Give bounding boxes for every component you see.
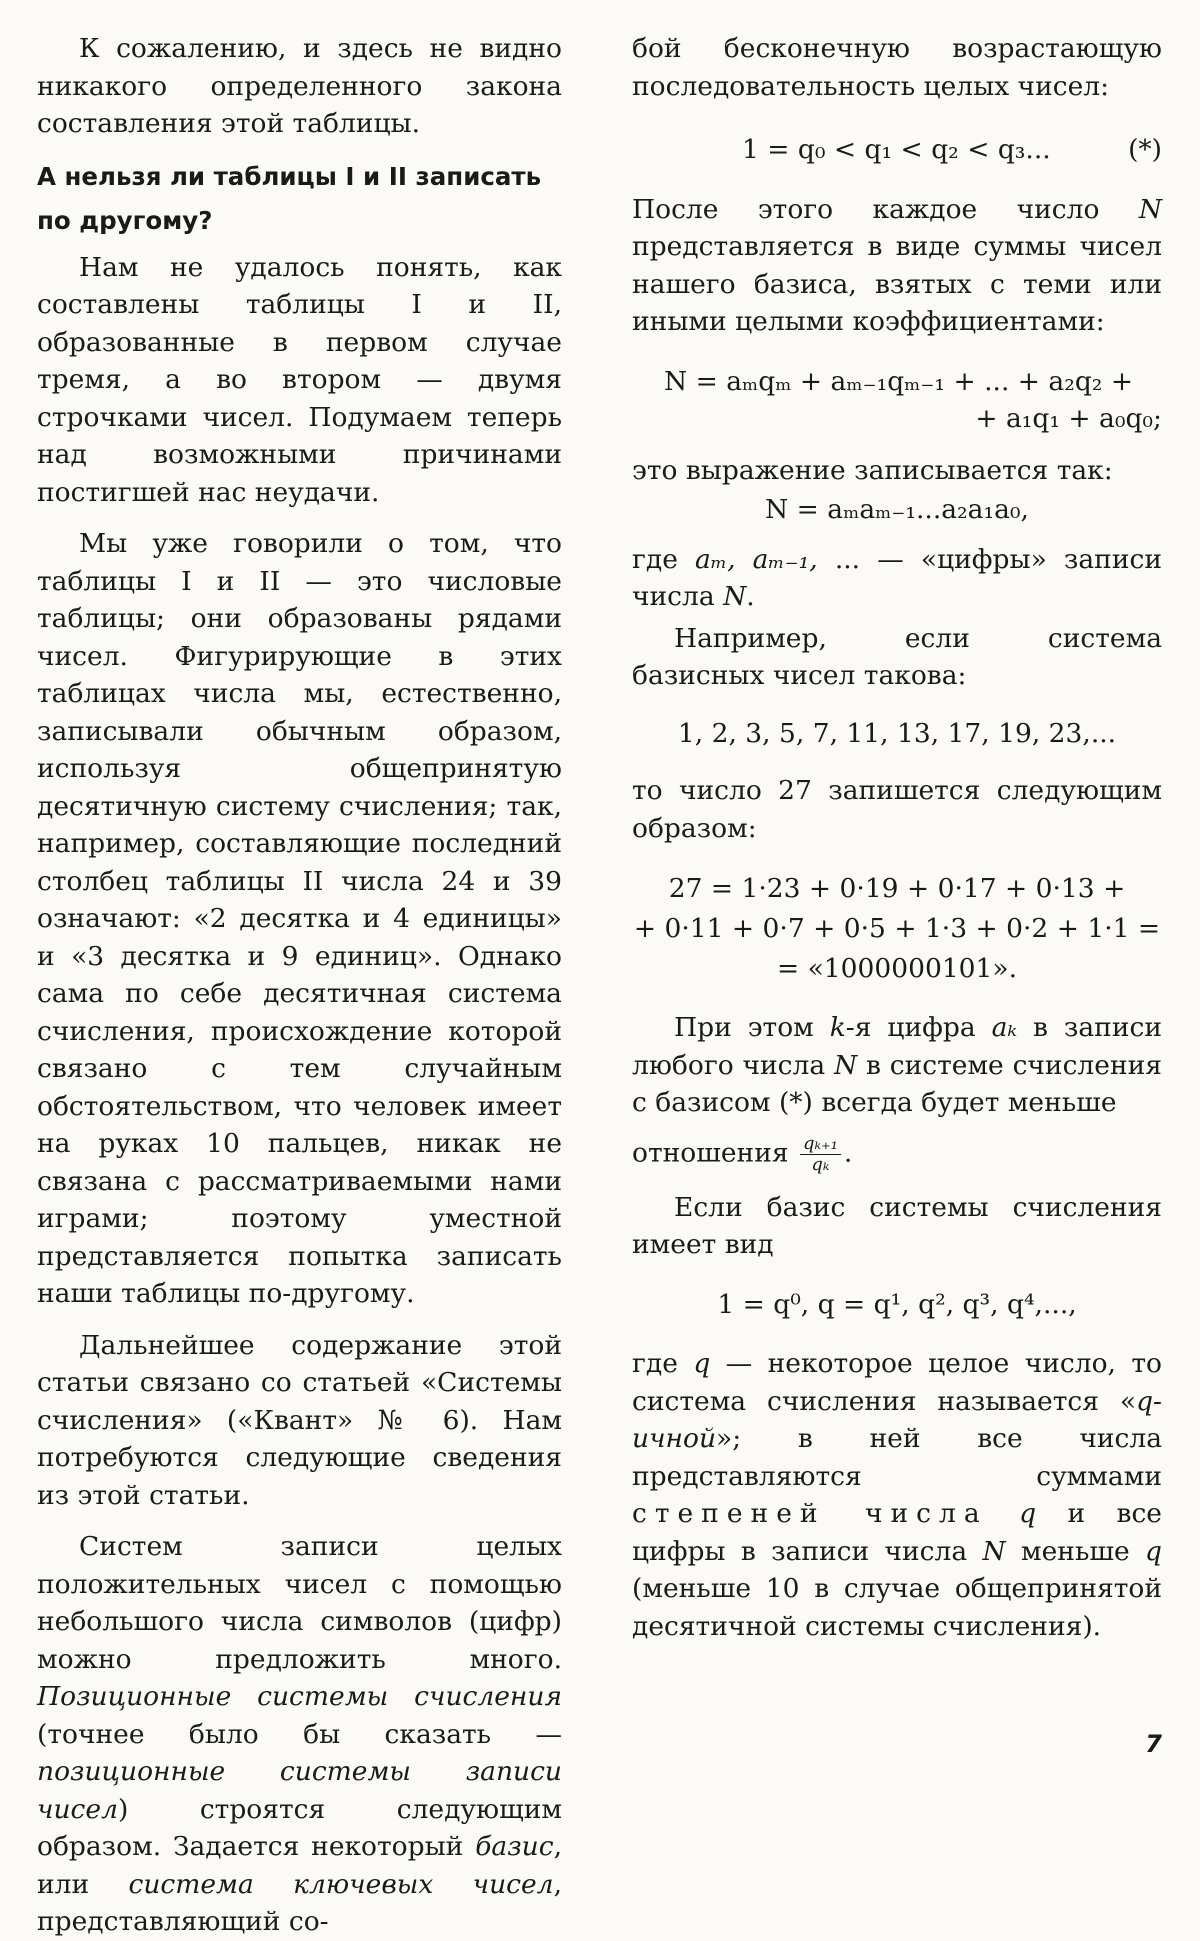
paragraph-2: Нам не удалось понять, как составлены таблицы I и II, образованные в первом случае тремя, а во втором — двумя строчками чисел. Подумаем теперь над возможными причинами постигшей нас неудачи. [37, 251, 562, 508]
text-span: . [843, 1137, 853, 1168]
math-var: aₖ [991, 1012, 1018, 1043]
paragraph-1: К сожалению, и здесь не видно никакого определенного закона составления этой таблицы. [37, 33, 562, 139]
equation-tag: (*) [1128, 134, 1162, 165]
equation-expansion [632, 363, 1162, 438]
text-span: . [746, 581, 755, 612]
math-var: q [1145, 1535, 1162, 1567]
math-var: N [833, 1049, 858, 1081]
paragraph-r9 [632, 1345, 1162, 1645]
paragraph-4: Дальнейшее содержание этой статьи связано со статьей «Системы счисления» («Квант» № 6). Нам потребуются следующие сведения из этой статьи. [37, 1329, 562, 1511]
text-span: После этого каждое число [632, 193, 1139, 225]
paragraph-r7 [632, 1009, 1162, 1122]
italic-term: Позиционные системы счисления [37, 1681, 562, 1712]
right-column [632, 30, 1162, 1645]
paragraph-r7-ratio [632, 1134, 1162, 1175]
paragraph-r8: Если базис системы счисления имеет вид [632, 1191, 1162, 1260]
paragraph-r2 [632, 191, 1162, 341]
left-column [37, 30, 562, 1941]
text-span [988, 1498, 1019, 1529]
text-span: При этом [674, 1012, 830, 1043]
text-span: представляется в виде суммы чисел нашего базиса, взятых с теми или иными целыми коэффициентами: [632, 231, 1162, 337]
text-span: ) строятся следующим образом. Задается некоторый [37, 1793, 562, 1862]
text-span: (точнее было бы сказать — [37, 1718, 562, 1750]
math-var: q [1019, 1498, 1037, 1529]
section-heading: А нельзя ли таблицы I и II записать по другому? [37, 161, 542, 235]
equation-q-basis: 1 = q⁰, q = q¹, q², q³, q⁴,..., [717, 1288, 1077, 1320]
text-span: , или [37, 1831, 562, 1900]
text-span: где [632, 1348, 694, 1379]
text-span: ... — «цифры» записи числа [632, 543, 1162, 612]
paragraph-r6: то число 27 запишется следующим образом: [632, 775, 1162, 844]
fraction-denominator: qₖ [811, 1153, 830, 1175]
math-var: N [982, 1535, 1006, 1567]
text-span: и все цифры в записи числа [632, 1498, 1162, 1567]
text-span: отношения [632, 1137, 789, 1168]
math-var: k [829, 1012, 846, 1043]
text-span: Систем записи целых положительных чисел с помощью небольшого числа символов (цифр) можно предложить много. [37, 1531, 562, 1675]
italic-term: базис [475, 1831, 554, 1862]
paragraph-r3: это выражение записывается так: [632, 454, 1113, 486]
page-number: 7 [1145, 1730, 1162, 1758]
spaced-text: степеней числа [632, 1498, 988, 1529]
math-var: q [693, 1348, 711, 1379]
text-span: (меньше 10 в случае общепринятой десятичной системы счисления). [632, 1573, 1162, 1642]
text-span: в системе счисления с базисом (*) всегда будет меньше [632, 1049, 1162, 1118]
math-var: N [1138, 193, 1162, 225]
equation-basis-example: 1, 2, 3, 5, 7, 11, 13, 17, 19, 23,... [677, 717, 1117, 749]
italic-term: позиционные системы записи чисел [37, 1756, 562, 1825]
text-span: -я цифра [845, 1012, 992, 1043]
text-span: где [632, 543, 696, 575]
math-var: aₘ, aₘ₋₁, [695, 543, 818, 575]
paragraph-3: Мы уже говорили о том, что таблицы I и II — это числовые таблицы; они образованы рядами чисел. Фигурирующие в этих таблицах числа мы, естественно, записывали обычным образом, используя общепринятую десятичную систему счисления; так, например, составляющие последний столбец таблицы II числа 24 и 39 означают: «2 десятка и 4 единицы» и «3 десятка и 9 единиц». Однако сама по себе десятичная система счисления, происхождение которой связано с тем случайным обстоятельством, что человек имеет на руках 10 пальцев, никак не связана с рассматриваемыми нами играми; поэтому уместной представляется попытка записать наши таблицы по-другому. [37, 528, 562, 1309]
paragraph-r4 [632, 541, 1162, 616]
italic-term: q-ичной [632, 1385, 1162, 1454]
equation-line: N = aₘqₘ + aₘ₋₁qₘ₋₁ + ... + a₂q₂ + [664, 365, 1134, 397]
paragraph-r1: бой бесконечную возрастающую последовательность целых чисел: [632, 33, 1162, 102]
text-span: »; в ней все числа представляются суммами [632, 1423, 1162, 1492]
equation-text: 1 = q₀ < q₁ < q₂ < q₃... [742, 134, 1051, 165]
italic-term: система ключевых чисел [128, 1868, 554, 1900]
equation-line: + a₁q₁ + a₀q₀; [975, 403, 1162, 434]
text-span: , представляющий со- [37, 1868, 562, 1937]
fraction-numerator: qₖ₊₁ [800, 1134, 841, 1155]
fraction [800, 1134, 841, 1175]
paragraph-r5: Например, если система базисных чисел такова: [632, 622, 1162, 691]
text-span: — некоторое целое число, то система счисления называется « [632, 1348, 1162, 1417]
paragraph-5 [37, 1528, 562, 1941]
equation-basis [632, 131, 1162, 169]
math-var: N [723, 581, 747, 612]
text-span: меньше [1005, 1535, 1146, 1567]
equation-digits: N = aₘaₘ₋₁...a₂a₁a₀, [765, 494, 1029, 525]
equation-line: 27 = 1·23 + 0·19 + 0·17 + 0·13 + [668, 873, 1126, 904]
text-span: в записи любого числа [632, 1012, 1162, 1081]
equation-line: = «1000000101». [776, 953, 1018, 984]
equation-27 [632, 869, 1162, 989]
equation-line: + 0·11 + 0·7 + 0·5 + 1·3 + 0·2 + 1·1 = [633, 913, 1161, 944]
